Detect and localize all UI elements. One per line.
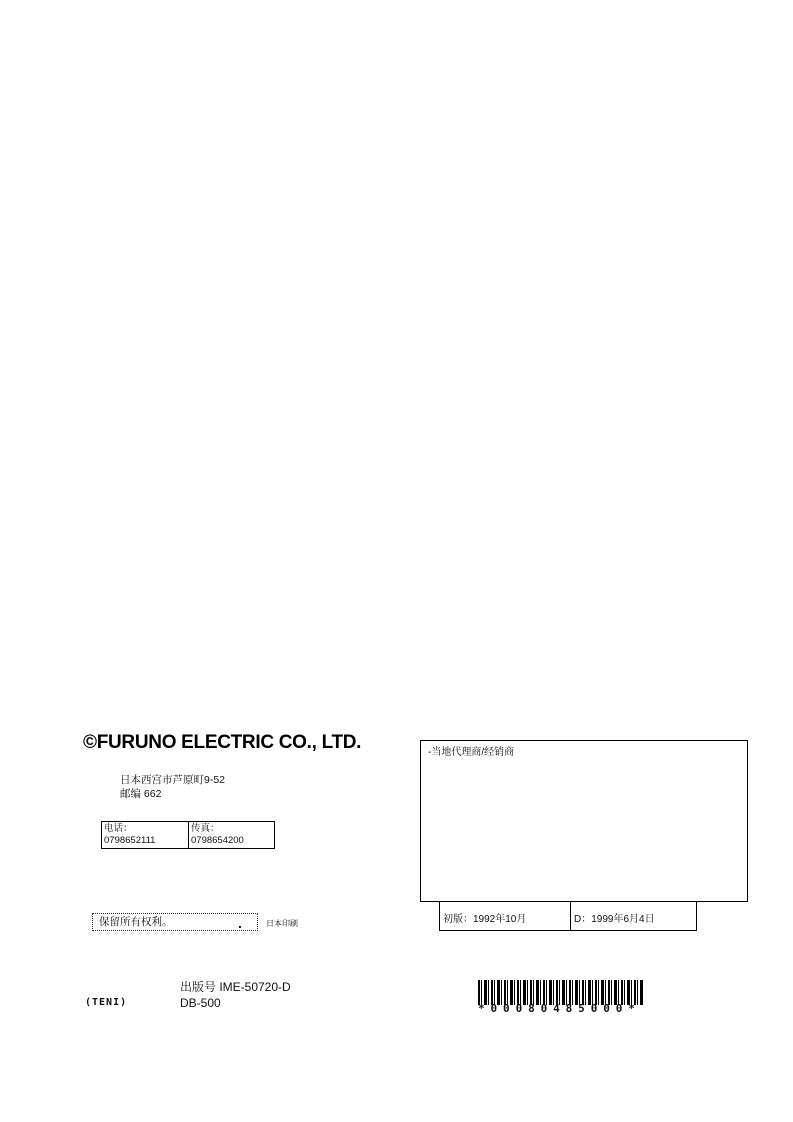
publication-info [180,979,291,1011]
dealer-box [420,740,748,902]
postal-code: 邮编 662 [120,788,162,800]
fax-number: 0798654200 [191,835,244,846]
revision-edition: D：1999年6月4日 [574,914,655,925]
rights-notice: 保留所有权利。 [92,913,258,931]
company-address [120,773,225,801]
fax-label: 传真： [191,823,220,834]
barcode-text: *00080485000* [478,1002,641,1015]
publication-number: 出版号 IME-50720-D [180,980,291,994]
company-name: ©FURUNO ELECTRIC CO., LTD. [83,732,362,753]
phone-cell [102,822,188,848]
phone-number: 0798652111 [104,835,156,846]
address-line: 日本西宫市芦原町9-52 [120,774,226,786]
rights-mark: . [238,915,242,931]
fax-cell [188,822,274,848]
code-label: (TENI) [85,997,128,1008]
first-edition: 初版：1992年10月 [440,902,571,930]
phone-label: 电话： [104,823,133,834]
model-number: DB-500 [180,996,221,1010]
printed-in-label: 日本印刷 [266,919,298,928]
edition-table [439,901,697,931]
contact-table [101,821,275,849]
dealer-label: -当地代理商/经销商 [428,747,515,758]
